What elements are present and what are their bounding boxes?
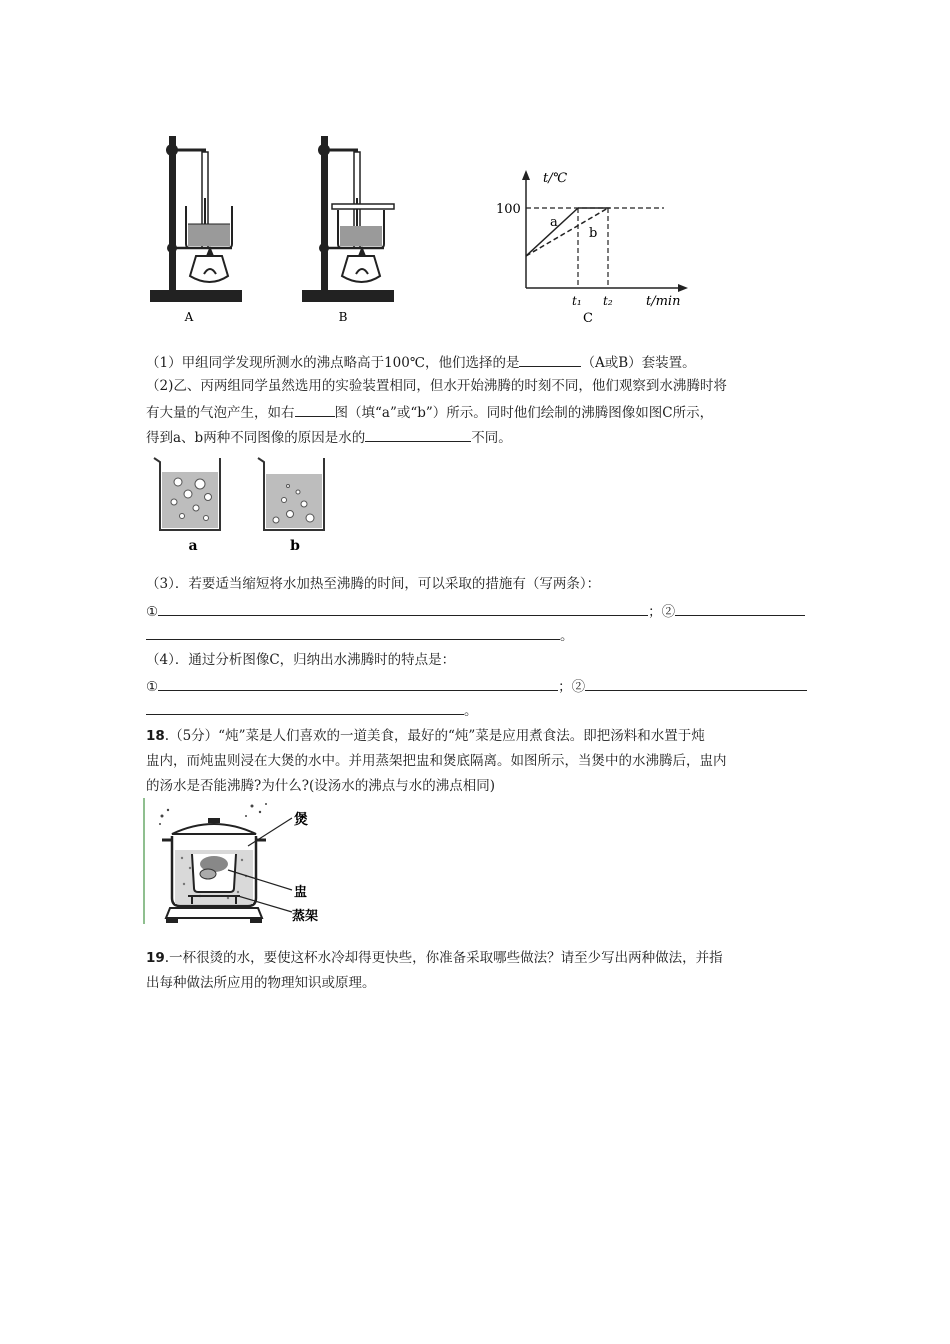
question-1 xyxy=(146,352,696,372)
y-axis-label: t/℃ xyxy=(543,171,568,186)
t1-label: t₁ xyxy=(572,294,582,308)
question-2-line-3 xyxy=(146,427,512,447)
label-zhong: 盅 xyxy=(294,885,308,900)
apparatus-b xyxy=(302,136,394,302)
label-c: C xyxy=(583,311,593,326)
answer-blank-4a[interactable] xyxy=(158,676,558,691)
question-4-end: 。 xyxy=(464,703,478,719)
question-18-line-2: 盅内，而炖盅则浸在大煲的水中。并用蒸架把盅和煲底隔离。如图所示，当煲中的水沸腾后，盅内 xyxy=(146,753,727,769)
question-2-text-cont: 图（填“a”或“b”）所示。同时他们绘制的沸腾图像如图C所示， xyxy=(334,405,714,421)
x-axis-label: t/min xyxy=(646,294,681,309)
apparatus-a xyxy=(150,136,242,302)
question-3-line-1: （3）．若要适当缩短将水加热至沸腾的时间，可以采取的措施有（写两条）： xyxy=(146,576,601,592)
question-19-text: .一杯很烫的水，要使这杯水冷却得更快些，你准备采取哪些做法？请至少写出两种做法，并指 xyxy=(164,950,723,966)
question-3-line-2 xyxy=(146,601,805,621)
question-3-mark-2: ；② xyxy=(648,604,676,620)
curve-a-label: a xyxy=(550,215,558,230)
apparatus-figure xyxy=(140,128,700,328)
question-19-number: 19 xyxy=(146,950,165,966)
answer-blank-4b-cont[interactable] xyxy=(146,700,464,715)
question-18-line-3: 的汤水是否能沸腾?为什么?(设汤水的沸点与水的沸点相同) xyxy=(146,778,496,794)
question-18-text: .（5分）“炖”菜是人们喜欢的一道美食，最好的“炖”菜是应用煮食法。即把汤料和水置于炖 xyxy=(164,728,705,744)
curve-b-label: b xyxy=(589,226,598,241)
question-2-line-1: （2)乙、丙两组同学虽然选用的实验装置相同，但水开始沸腾的时刻不同，他们观察到水沸腾时将 xyxy=(146,378,727,394)
question-19-line-2: 出每种做法所应用的物理知识或原理。 xyxy=(146,975,376,991)
question-18-number: 18 xyxy=(146,728,165,744)
answer-blank-3a[interactable] xyxy=(158,601,648,616)
label-bao: 煲 xyxy=(294,812,308,828)
label-a: A xyxy=(184,310,194,324)
answer-blank-1[interactable] xyxy=(519,352,581,367)
question-3-line-3 xyxy=(146,625,574,645)
stew-pot-figure xyxy=(142,796,338,926)
t2-label: t₂ xyxy=(603,294,613,308)
beakers-figure xyxy=(148,452,348,556)
beaker-a-label: a xyxy=(188,538,198,554)
beaker-a xyxy=(154,458,220,554)
question-19-line-1 xyxy=(146,949,723,967)
question-2-text: 有大量的气泡产生，如右 xyxy=(146,405,295,421)
label-zhengjia: 蒸架 xyxy=(292,909,319,924)
question-2-line-2 xyxy=(146,402,713,422)
answer-blank-4b[interactable] xyxy=(585,676,807,691)
answer-blank-2a[interactable] xyxy=(295,402,335,417)
question-4-mark-1: ① xyxy=(146,679,159,695)
answer-blank-3b-cont[interactable] xyxy=(146,625,560,640)
beaker-b-label: b xyxy=(290,538,300,554)
question-1-text-end: （A或B）套装置。 xyxy=(581,355,696,371)
question-3-mark-1: ① xyxy=(146,604,159,620)
answer-blank-3b[interactable] xyxy=(675,601,805,616)
question-3-end: 。 xyxy=(560,628,574,644)
question-2-text-3: 得到a、b两种不同图像的原因是水的 xyxy=(146,430,366,446)
label-b: B xyxy=(338,310,348,324)
answer-blank-2b[interactable] xyxy=(365,427,471,442)
question-4-line-2 xyxy=(146,676,807,696)
question-2-text-3-end: 不同。 xyxy=(471,430,512,446)
boiling-graph-c xyxy=(496,170,688,326)
question-18-line-1 xyxy=(146,727,705,745)
question-4-line-1: （4）．通过分析图像C，归纳出水沸腾时的特点是： xyxy=(146,652,456,668)
question-4-mark-2: ；② xyxy=(558,679,586,695)
question-1-text: （1）甲组同学发现所测水的沸点略高于100℃，他们选择的是 xyxy=(146,355,520,371)
question-4-line-3 xyxy=(146,700,478,720)
y-tick-100: 100 xyxy=(496,202,521,217)
beaker-b xyxy=(258,458,324,554)
